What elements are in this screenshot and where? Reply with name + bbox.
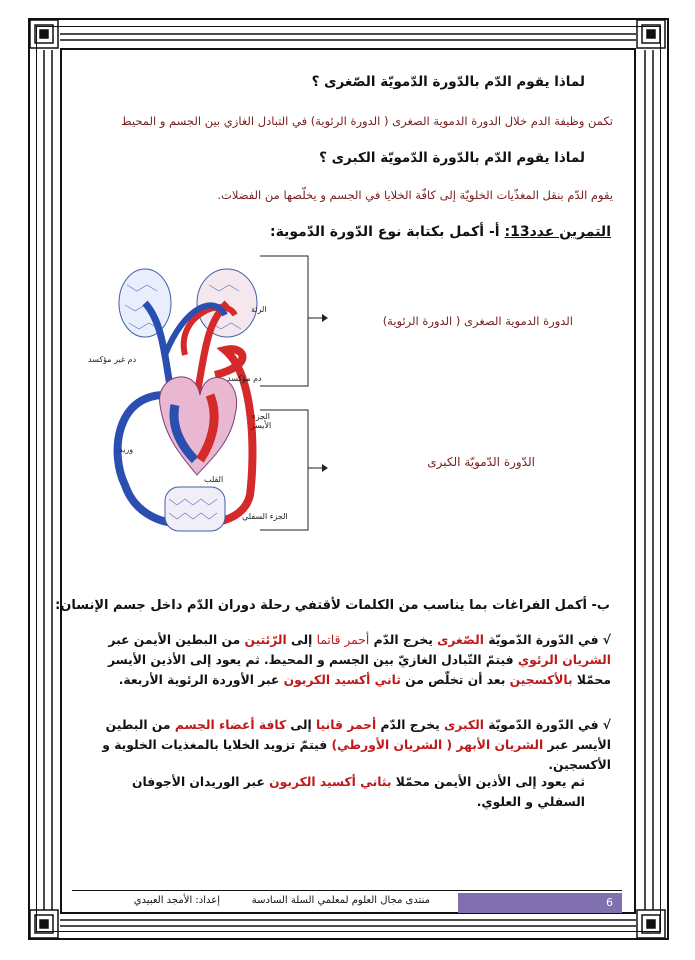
paragraph-segment: ثم يعود إلى الأذين الأيمن محمّلا: [391, 775, 585, 789]
answer-2: يقوم الدّم بنقل المغذّيات الخلويّة إلى كافّة الخلايا في الجسم و يخلّصها من الفضلات.: [217, 188, 613, 202]
filled-answer: الكبرى: [443, 718, 484, 732]
footer-page-bar: [458, 893, 622, 913]
arrow-small-circulation: [322, 314, 328, 322]
filled-answer: ثاني أكسيد الكربون: [283, 673, 401, 687]
paragraph-segment: في الدّورة الدّمويّة: [483, 633, 599, 647]
corner-ornament-bottom-right: [637, 910, 665, 938]
paragraph-3-text: [132, 775, 585, 809]
paragraph-segment: عبر الوريدان الأجوفان السفلي و العلوي.: [132, 775, 585, 809]
paragraph-segment: عبر الأوردة الرئوية الأربعة.: [118, 673, 284, 687]
question-1: لماذا يقوم الدّم بالدّورة الدّمويّة الصّغرى ؟: [311, 74, 585, 90]
paragraph-2-text: [102, 718, 611, 772]
part-b-title: ب- أكمل الفراغات بما يناسب من الكلمات لأقتفي رحلة دوران الدّم داخل جسم الإنسان:: [55, 598, 610, 613]
exercise-number: التمرين عدد13:: [504, 224, 611, 240]
filled-answer: بالأكسجين: [509, 673, 573, 687]
brackets: [250, 250, 330, 540]
paragraph-segment: فيتمّ تزويد الخلايا بالمغذيات الخلوية و الأكسجين.: [102, 738, 611, 772]
check-mark: √: [602, 633, 611, 647]
paragraph-1-text: [108, 633, 611, 687]
paragraph-segment: في الدّورة الدّمويّة: [483, 718, 599, 732]
paragraph-segment: إلى: [286, 633, 317, 647]
filled-answer: بثاني أكسيد الكربون: [269, 775, 392, 789]
paragraph-segment: بعد أن تخلّص من: [400, 673, 510, 687]
filled-answer: الصّغرى: [437, 633, 484, 647]
paragraph-large-circulation: [83, 715, 611, 775]
lower-body-capillaries: [165, 487, 225, 531]
paragraph-segment: يخرج الدّم: [376, 718, 444, 732]
paragraph-segment: إلى: [286, 718, 316, 732]
corner-ornament-top-left: [30, 20, 58, 48]
filled-answer: الشريان الأبهر ( الشريان الأورطي): [331, 738, 544, 752]
filled-answer: أحمر قانيا: [316, 718, 377, 732]
arrow-large-circulation: [322, 464, 328, 472]
corner-ornament-top-right: [637, 20, 665, 48]
label-lower-part: الجزء السفلي: [242, 512, 288, 521]
filled-answer: أحمر قاتما: [316, 633, 370, 647]
label-lung: الرئة: [251, 305, 267, 314]
filled-answer: الشريان الرئوي: [517, 653, 611, 667]
check-mark: √: [602, 718, 611, 732]
page-number: 6: [606, 896, 613, 909]
label-oxygenated-blood: دم مؤكسد: [227, 374, 262, 383]
label-vein: وريد: [119, 445, 134, 454]
answer-large-circulation: الدّورة الدّمويّة الكبرى: [427, 455, 535, 469]
corner-ornament-bottom-left: [30, 910, 58, 938]
label-deoxygenated-blood: دم غير مؤكسد: [88, 355, 137, 364]
question-2: لماذا يقوم الدّم بالدّورة الدّمويّة الكبرى ؟: [319, 150, 585, 166]
footer-author: إعداد: الأمجد العبيدي: [133, 895, 220, 906]
exercise-heading: [270, 224, 611, 240]
footer-center-text: منتدى مجال العلوم لمعلمي السلة السادسة: [251, 895, 430, 906]
paragraph-segment: يخرج الدّم: [369, 633, 438, 647]
footer-rule: [72, 890, 622, 891]
paragraph-segment: من البطين الأيمن عبر: [108, 633, 245, 647]
label-heart: القلب: [204, 475, 224, 484]
filled-answer: كافة أعضاء الجسم: [174, 718, 287, 732]
paragraph-segment: من البطين الأيسر عبر: [105, 718, 611, 752]
answer-small-circulation: الدورة الدموية الصغرى ( الدورة الرئوية): [382, 314, 573, 328]
paragraph-return: [85, 772, 585, 812]
paragraph-small-circulation: [83, 630, 611, 690]
label-left-part: الجزء الأيسر: [250, 412, 272, 430]
answer-1: تكمن وظيفة الدم خلال الدورة الدموية الصغرى ( الدورة الرئوية) في التبادل الغازي بين الجسم و المحيط: [121, 114, 613, 128]
filled-answer: الرّئتين: [244, 633, 287, 647]
exercise-part-a: أ- أكمل بكتابة نوع الدّورة الدّموية:: [269, 224, 500, 240]
paragraph-segment: فيتمّ التّبادل الغازيّ بين الجسم و المحيط. ثم يعود إلى الأذين الأيسر محمّلا: [107, 653, 611, 687]
